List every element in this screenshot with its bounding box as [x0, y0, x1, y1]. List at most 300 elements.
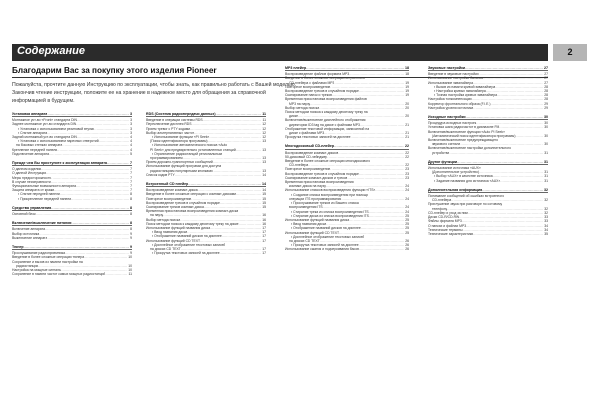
toc-entry-text: Повторное воспроизведение: [285, 167, 331, 172]
toc-page-number: 14: [262, 188, 266, 193]
toc-page-number: 17: [262, 251, 266, 256]
toc-leader-dots: [351, 135, 405, 139]
toc-page-number: 30: [544, 115, 548, 120]
toc-entry-text: ▪ Стирание диска из списка воспроизведения ITS: [291, 214, 369, 218]
toc-page-number: 22: [405, 150, 409, 155]
toc-entry-text: CD-плейера: [289, 163, 309, 168]
toc-entry-text: Введение в более сложные операции встроенного: [285, 76, 365, 81]
toc-page-number: 16: [262, 217, 266, 222]
toc-entry[interactable]: [12, 212, 132, 216]
toc-entry-text: Сканирование папок и треков: [285, 93, 332, 98]
toc-leader-dots: [466, 115, 543, 119]
toc-page-number: 31: [544, 174, 548, 179]
toc-leader-dots: [107, 161, 129, 165]
toc-entry-text: Сканирование треков компакт-диска: [146, 205, 204, 210]
toc-page-number: 20: [405, 114, 409, 119]
toc-entry-text: Воспроизведение компакт-дисков: [285, 150, 339, 155]
toc-entry-text: О данном изделии: [12, 167, 42, 172]
toc-page-number: 26: [405, 238, 409, 243]
toc-page-number: 12: [262, 130, 266, 135]
toc-page-number: 11: [262, 118, 266, 123]
toc-entry-text: ▪ Использование функции «PI Seek»: [152, 135, 209, 139]
toc-page-number: 21: [405, 131, 409, 136]
toc-page-number: 15: [262, 205, 266, 210]
toc-page-number: 10: [128, 255, 132, 260]
toc-leader-dots: [482, 188, 543, 192]
toc-page-number: 3: [130, 126, 132, 131]
toc-page-number: 35: [544, 231, 548, 236]
toc-entry-text: на дисках CD TEXT: [289, 238, 320, 243]
toc-page-number: 26: [405, 247, 409, 252]
toc-entry-text: Воспроизведение треков в случайном порядке: [285, 89, 359, 94]
toc-leader-dots: [334, 144, 404, 148]
toc-leader-dots: [216, 112, 262, 116]
toc-section: [428, 160, 548, 183]
toc-section-title[interactable]: [12, 221, 132, 226]
toc-entry-text: Включение/выключение функции «Auto PI Seek»: [428, 129, 505, 134]
toc-leader-dots: [105, 272, 127, 276]
toc-leader-dots: [500, 179, 543, 183]
toc-entry-text: Введение в более сложные операции с компакт-дисками: [146, 192, 237, 197]
toc-leader-dots: [516, 134, 544, 138]
toc-section-title-text: Встроенный CD плейер: [146, 182, 189, 187]
toc-entry-text: Выбор метода поиска: [146, 217, 181, 222]
toc-section-title-text: MP3 плейер: [285, 66, 307, 70]
toc-entry-text: Выбор источника: [12, 231, 40, 236]
toc-entry-text: Сохранение в памяти частот самых мощных радиостанций: [12, 272, 106, 277]
toc-entry-text: Функциональные возможности аппарата: [12, 184, 76, 189]
toc-page-number: 31: [544, 170, 548, 175]
toc-section-title-text: Звуковые настройки: [428, 66, 466, 70]
toc-section: [146, 112, 266, 177]
toc-page-number: 25: [405, 217, 409, 222]
toc-page-number: 17: [262, 247, 266, 252]
toc-page-number: 5: [130, 151, 132, 156]
toc-page-number: 8: [130, 227, 132, 232]
toc-entry-text: Включение/выключение настройки дополнительного: [428, 146, 512, 151]
toc-page-number: 31: [544, 178, 548, 183]
toc-entry[interactable]: [146, 173, 266, 177]
toc-page-number: 7: [130, 161, 132, 166]
toc-entry-text: Подключение аппарата: [12, 151, 49, 156]
toc-entry-text: Использование функций программ для доступа: [146, 164, 222, 169]
toc-page-number: 21: [405, 122, 409, 127]
toc-entry-text: устройства: [432, 150, 450, 155]
toc-entry-text: Введение в звуковые настройки: [428, 72, 479, 77]
toc-page-number: 28: [544, 97, 548, 102]
toc-page-number: 34: [544, 227, 548, 232]
toc-leader-dots: [347, 176, 404, 180]
toc-entry-text: Основной блок: [12, 212, 36, 217]
toc-page-number: 31: [544, 159, 548, 164]
toc-section-title[interactable]: [146, 112, 266, 117]
toc-page-number: 7: [130, 184, 132, 189]
toc-page-number: 9: [130, 231, 132, 236]
toc-page-number: 11: [128, 272, 132, 277]
toc-page-number: 23: [405, 171, 409, 176]
toc-page-number: 32: [544, 210, 548, 215]
toc-page-number: 33: [544, 215, 548, 220]
toc-page-number: 18: [405, 66, 409, 70]
toc-entry-text: Выбор метода поиска: [285, 105, 320, 110]
toc-entry-text: ▪ Дисплейное отображение текстовых записей: [291, 235, 364, 239]
toc-section-title[interactable]: [428, 66, 548, 71]
intro-paragraph: Пожалуйста, прочтите данную Инструкцию по эксплуатации, чтобы знать, как правильно работать с Вашей моделью. Закончив чтение инструкции, положите ее на хранение в надежное место для обращения за справочной информацией в будущем.: [12, 82, 297, 104]
toc-entry-text: ▪ Точная настройка кривых эквалайзера: [434, 93, 497, 97]
toc-entry-text: ▪ Прослушивание треков из Вашего списка: [291, 201, 359, 205]
toc-page-number: 34: [544, 223, 548, 228]
toc-page-number: 24: [405, 205, 409, 210]
toc-section: [285, 144, 409, 251]
toc-page-number: 7: [130, 167, 132, 172]
toc-entry-text: Список кодов PTY: [146, 172, 175, 177]
toc-entry-text: радиостанциям популярными кнопками: [150, 168, 213, 173]
toc-entry[interactable]: [12, 152, 132, 156]
toc-entry-text: Диски CD-R/CD-RW: [428, 215, 460, 220]
toc-entry-text: Введение в более сложные операции тюнера: [12, 255, 85, 260]
toc-entry-text: программированием: [150, 156, 183, 161]
toc-page-number: 30: [544, 133, 548, 138]
toc-entry[interactable]: [12, 197, 132, 201]
toc-entry-text: на дисках CD TEXT: [150, 247, 181, 252]
toc-entry-text: Использование функций CD TEXT: [285, 230, 340, 235]
main-heading: Благодарим Вас за покупку этого изделия Pioneer: [12, 66, 217, 75]
toc-page-number: 27: [544, 66, 548, 70]
toc-entry-text: Сохранение и вызов из памяти настройки на: [12, 259, 83, 264]
toc-section-title-text: RDS (Система радиопередачи данных): [146, 112, 216, 116]
toc-page-number: 8: [130, 196, 132, 201]
toc-entry[interactable]: [428, 179, 548, 183]
toc-leader-dots: [473, 106, 543, 110]
toc-page-number: 12: [262, 126, 266, 131]
toc-entry-text: CD-плейера с файлами MP3: [289, 80, 335, 85]
toc-column-1: [12, 112, 132, 282]
toc-entry-text: на паузу: [150, 213, 164, 218]
toc-section-title[interactable]: [428, 188, 548, 193]
toc-section: [12, 112, 132, 156]
toc-section: [146, 182, 266, 255]
toc-entry-text: ▪ Отображение названий дисков на дисплее: [152, 234, 222, 238]
toc-page-number: 14: [262, 182, 266, 187]
toc-entry-text: Прием тревог с PTY кодами: [146, 126, 191, 131]
toc-leader-dots: [473, 232, 543, 236]
toc-leader-dots: [72, 221, 129, 225]
toc-section-title[interactable]: [428, 160, 548, 165]
toc-entry-text: ▪ Вызов из памяти кривой эквалайзера: [434, 85, 495, 89]
toc-section-title-text: Исходные настройки: [428, 115, 466, 120]
toc-entry-text: Отображение текстовой информации, записанной на: [285, 126, 370, 131]
toc-column-2: [146, 112, 266, 261]
toc-leader-dots: [49, 152, 129, 156]
toc-entry-text: Понимание сообщений об ошибках встроенного: [428, 194, 505, 199]
toc-entry-text: Временная приостановка воспроизведения компакт-диска: [146, 209, 239, 214]
toc-entry[interactable]: [285, 135, 409, 139]
toc-section-title[interactable]: [12, 206, 132, 211]
toc-entry-text: Включение/выключение дисплейного отображения: [285, 118, 366, 123]
toc-page-number: 7: [130, 179, 132, 184]
toc-entry-text: ▪ Стирание трека из списка воспроизведения ITS: [291, 210, 369, 214]
toc-entry-text: ▪ Снятие аппарата: [18, 131, 47, 135]
toc-leader-dots: [188, 182, 261, 186]
toc-entry-text: (Дополнительное устройство): [432, 170, 479, 175]
toc-entry-text: ▪ Прикрепление передней панели: [18, 197, 71, 201]
toc-section-title-text: Средства управления: [12, 205, 52, 210]
toc-entry-text: О папках и файлах MP3: [428, 223, 467, 228]
toc-entry-text: ▪ Задание названия для источника «AUX»: [434, 179, 500, 183]
toc-page-number: 29: [544, 101, 548, 106]
toc-entry-text: ▪ Использование автоматического поиска «Auto: [152, 143, 227, 147]
toc-page-number: 4: [130, 139, 132, 144]
toc-entry[interactable]: [428, 151, 548, 155]
toc-section-title[interactable]: [12, 245, 132, 250]
toc-entry-text: Введение в более сложные операции многодискового: [285, 159, 371, 164]
toc-entry-text: Воспроизведение компакт-диска: [146, 188, 198, 193]
toc-leader-dots: [51, 206, 129, 210]
toc-page-number: 28: [544, 84, 548, 89]
toc-page-number: 8: [130, 221, 132, 226]
toc-page-number: 18: [405, 72, 409, 77]
toc-page-number: 25: [405, 222, 409, 227]
toc-page-number: 14: [262, 172, 266, 177]
contents-title: Содержание: [17, 45, 85, 57]
toc-entry-text: ▪ Снятие передней панели: [18, 192, 60, 196]
toc-entry-text: Воспроизведение треков в случайном порядке: [146, 200, 220, 205]
toc-page-number: 31: [544, 150, 548, 155]
toc-page-number: 7: [130, 171, 132, 176]
toc-entry-text: диске: [289, 114, 298, 119]
toc-entry-text: Прокрутка текстовых записей на дисплее: [285, 135, 351, 140]
toc-entry-text: радиостанции: [16, 263, 39, 268]
toc-entry-text: Введение в операции системы RDS: [146, 118, 203, 123]
toc-page-number: 24: [405, 209, 409, 214]
toc-entry-text: Использование эквалайзера: [428, 80, 473, 85]
toc-entry[interactable]: [285, 247, 409, 251]
toc-section-title[interactable]: [285, 144, 409, 149]
toc-entry-text: Использование списков воспроизведения функции «ITS»: [285, 188, 376, 193]
toc-section-title-text: Многодисковый CD-плейер: [285, 144, 335, 149]
toc-entry-text: Включение аппарата: [12, 227, 46, 232]
toc-section: [428, 188, 548, 236]
toc-entry-text: (Поиск идентификатора программы): [150, 139, 208, 144]
toc-entry-text: Сканирование компакт-дисков и треков: [285, 175, 348, 180]
toc-entry-text: Поиск методом поиска к каждому десятому треку на: [285, 110, 368, 115]
toc-leader-dots: [457, 160, 543, 164]
toc-leader-dots: [375, 188, 404, 192]
page-number-tab: 2: [553, 44, 587, 61]
toc-page-number: 23: [405, 175, 409, 180]
toc-entry-text: Процедура исходных настроек: [428, 121, 477, 126]
toc-page-number: 8: [130, 192, 132, 197]
toc-leader-dots: [449, 151, 543, 155]
toc-entry-text: Повторное воспроизведение: [285, 84, 331, 89]
toc-page-number: 28: [544, 89, 548, 94]
toc-entry-text: звукового сигнала: [432, 142, 461, 147]
toc-page-number: 9: [130, 245, 132, 250]
toc-page-number: 20: [405, 105, 409, 110]
toc-entry-text: CD-плейера: [432, 198, 452, 203]
toc-section-title-text: Включение/выключение питания: [12, 221, 72, 226]
toc-page-number: 17: [262, 230, 266, 235]
toc-entry-text: Использование сжатия и подчеркивания басов: [285, 247, 359, 252]
toc-leader-dots: [84, 255, 127, 259]
toc-entry-text: Технические характеристики: [428, 231, 474, 236]
toc-page-number: 23: [405, 167, 409, 172]
toc-section-title-text: Прежде чем Вы приступите к эксплуатации аппарата: [12, 161, 108, 166]
toc-page-number: 24: [405, 196, 409, 201]
toc-page-number: 24: [405, 188, 409, 193]
toc-page-number: 19: [405, 84, 409, 89]
toc-page-number: 25: [405, 213, 409, 218]
toc-page-number: 13: [262, 160, 266, 165]
toc-entry-text: операции ITS программирования: [289, 196, 342, 201]
toc-section-title-text: Другие функции: [428, 159, 458, 164]
toc-entry-text: ▪ Ввод названия диска: [291, 222, 326, 226]
toc-page-number: 20: [405, 101, 409, 106]
toc-page-number: 19: [405, 93, 409, 98]
toc-entry-text: Повторное воспроизведение: [146, 196, 192, 201]
toc-section: [12, 245, 132, 276]
toc-leader-dots: [47, 112, 129, 116]
toc-entry-text: Крепление передней панели: [12, 147, 58, 152]
toc-entry-text: Настройка тонкомпенсации: [428, 97, 472, 102]
contents-header-bar: [12, 44, 548, 61]
toc-leader-dots: [71, 197, 129, 201]
toc-page-number: 21: [405, 135, 409, 140]
toc-leader-dots: [175, 173, 261, 177]
toc-entry-text: воспроизведения ITS: [289, 205, 323, 210]
toc-leader-dots: [306, 66, 404, 70]
toc-entry-text: Воспроизведение файлов формата MP3: [285, 72, 350, 77]
toc-entry-text: Использование настройки баланса: [428, 76, 484, 81]
toc-section: [12, 206, 132, 216]
toc-section-title-text: Установка аппарата: [12, 112, 48, 116]
toc-leader-dots: [499, 125, 543, 129]
toc-section: [428, 115, 548, 155]
toc-page-number: 27: [544, 72, 548, 77]
toc-page-number: 25: [405, 230, 409, 235]
toc-page-number: 3: [130, 112, 132, 116]
toc-entry-text: ▪ Создание списка воспроизведения при помощи: [291, 193, 368, 197]
toc-page-number: 26: [405, 243, 409, 248]
toc-page-number: 17: [262, 226, 266, 231]
toc-entry[interactable]: [12, 272, 132, 276]
toc-page-number: 3: [130, 118, 132, 123]
toc-page-number: 25: [405, 226, 409, 231]
toc-page-number: 19: [405, 89, 409, 94]
toc-entry[interactable]: [428, 106, 548, 110]
toc-page-number: 12: [262, 122, 266, 127]
toc-section-title[interactable]: [12, 161, 132, 166]
toc-entry-text: компакт-диска на паузу: [289, 184, 326, 189]
toc-entry-text: О данной Инструкции: [12, 171, 47, 176]
toc-entry-text: В случае неисправности: [12, 179, 51, 184]
toc-page-number: 32: [544, 198, 548, 203]
toc-entry-text: ▪ Дисплейное отображение текстовых записей: [152, 243, 225, 247]
toc-page-number: 7: [130, 175, 132, 180]
toc-entry-text: ▪ Установка с использованием резиновой втулки: [18, 127, 94, 131]
toc-page-number: 4: [130, 147, 132, 152]
toc-page-number: 28: [544, 93, 548, 98]
toc-page-number: 27: [544, 80, 548, 85]
toc-leader-dots: [359, 247, 404, 251]
toc-entry-text: Прослушивание радиоприемника: [12, 251, 66, 256]
toc-entry-text: Корректор фронтального образа (F.I.E.): [428, 101, 491, 106]
toc-entry[interactable]: [428, 232, 548, 236]
toc-entry-text: Приглушение звука при разговоре по сотовому: [428, 202, 503, 207]
toc-section-title-text: Дополнительная информация: [428, 187, 483, 192]
toc-leader-dots: [220, 251, 262, 255]
toc-entry-text: Выключение аппарата: [12, 235, 48, 240]
toc-entry-text: Меры предосторожности: [12, 175, 52, 180]
toc-entry-text: Задний монтажный уст-во стандарта DIN: [12, 135, 77, 140]
toc-page-number: 32: [544, 187, 548, 192]
toc-entry-text: Прием дорожно-транспортных сообщений: [146, 160, 213, 165]
toc-page-number: 22: [405, 154, 409, 159]
toc-entry-text: CD-плейер и уход за ним: [428, 210, 468, 215]
toc-entry-text: ▪ Отображение названий дисков на дисплее: [291, 226, 361, 230]
toc-entry-text: Выбор альтернативных частот: [146, 130, 195, 135]
toc-leader-dots: [36, 212, 129, 216]
toc-section-title[interactable]: [428, 115, 548, 120]
toc-section-title[interactable]: [12, 112, 132, 117]
toc-page-number: 16: [262, 221, 266, 226]
toc-entry-text: Технические термины: [428, 227, 463, 232]
toc-page-number: 19: [405, 80, 409, 85]
toc-page-number: 7: [130, 188, 132, 193]
toc-entry-text: Настройка уровня источника: [428, 105, 474, 110]
toc-entry[interactable]: [146, 251, 266, 255]
toc-entry-text: Временная приостановка воспроизведения файлов: [285, 97, 367, 102]
toc-page-number: 8: [130, 212, 132, 217]
toc-page-number: 9: [130, 251, 132, 256]
toc-leader-dots: [47, 236, 129, 240]
toc-page-number: 17: [262, 234, 266, 239]
toc-page-number: 13: [262, 156, 266, 161]
toc-entry-text: Использование функций названия диска: [285, 217, 350, 222]
toc-leader-dots: [236, 148, 261, 152]
toc-page-number: 13: [262, 168, 266, 173]
toc-leader-dots: [465, 66, 543, 70]
toc-page-number: 15: [262, 192, 266, 197]
toc-page-number: 15: [262, 196, 266, 201]
toc-entry-text: телефону: [432, 206, 448, 211]
toc-page-number: 29: [544, 105, 548, 110]
toc-entry-text: ▪ Прокрутка текстовых записей на дисплее: [291, 243, 359, 247]
toc-section: [12, 221, 132, 240]
toc-entry-text: Использование функций названия диска: [146, 226, 211, 231]
toc-section: [12, 161, 132, 201]
toc-page-number: 13: [262, 139, 266, 144]
toc-page-number: 4: [130, 135, 132, 140]
toc-leader-dots: [24, 245, 129, 249]
toc-entry-text: на боковых стенках аппарата: [16, 143, 63, 148]
toc-entry-text: ▪ Ограничение радиостанций региональным: [152, 152, 222, 156]
toc-page-number: 24: [405, 184, 409, 189]
toc-section-title[interactable]: [146, 182, 266, 187]
toc-page-number: 3: [130, 122, 132, 127]
toc-column-4: [428, 66, 548, 241]
toc-page-number: 9: [130, 235, 132, 240]
toc-entry-text: ▪ Настройка кривых эквалайзера: [434, 89, 486, 93]
toc-entry[interactable]: [12, 236, 132, 240]
toc-entry-text: ▪ Прокрутка текстовых записей на дисплее: [152, 251, 220, 255]
toc-entry-text: Установка шага радиочастот в диапазоне FM: [428, 125, 500, 130]
toc-page-number: 22: [405, 163, 409, 168]
toc-page-number: 15: [262, 200, 266, 205]
toc-entry-text: (Автоматический поиск идентификатора программы): [432, 133, 516, 138]
toc-section-title[interactable]: [285, 66, 409, 71]
toc-entry-text: Поиск методом поиска к каждому десятому треку на диске: [146, 221, 239, 226]
